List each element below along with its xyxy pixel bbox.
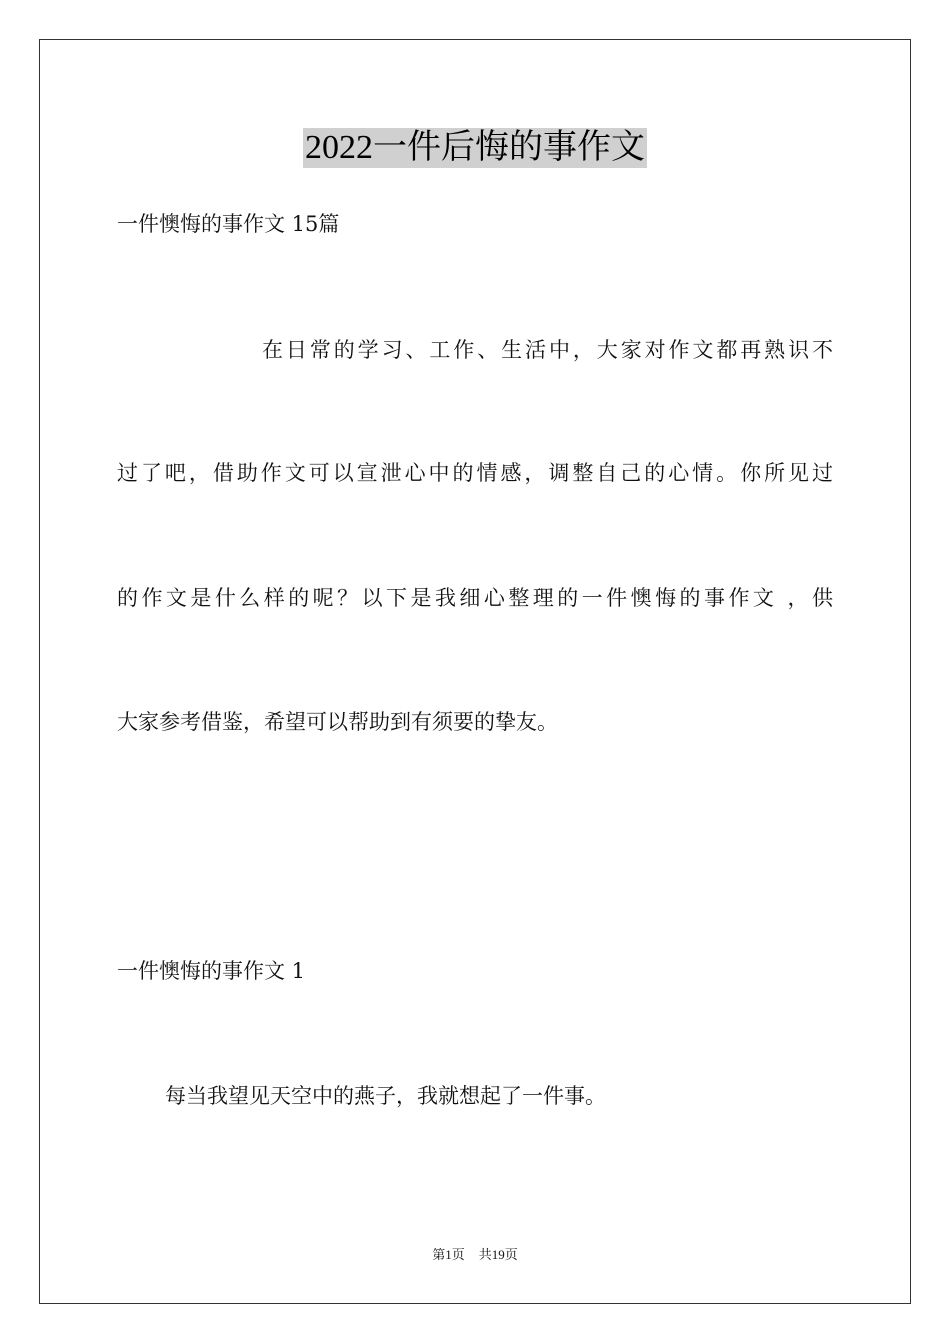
section-first-paragraph: 每当我望见天空中的燕子，我就想起了一件事。 <box>165 1084 606 1108</box>
title-container <box>0 128 950 168</box>
intro-line-4: 大家参考借鉴，希望可以帮助到有须要的挚友。 <box>117 710 558 734</box>
section-heading: 一件懊悔的事作文 1 <box>117 959 306 983</box>
document-title: 2022一件后悔的事作文 <box>305 129 645 166</box>
page-number: 第1页 <box>432 1247 465 1262</box>
intro-line-1: 在日常的学习、工作、生活中，大家对作文都再熟识不 <box>262 338 833 362</box>
document-subtitle: 一件懊悔的事作文 15篇 <box>117 212 340 236</box>
page-footer <box>0 1246 950 1264</box>
total-pages: 共19页 <box>478 1247 518 1262</box>
intro-line-2: 过了吧，借助作文可以宣泄心中的情感，调整自己的心情。你所见过 <box>117 461 833 485</box>
intro-line-3: 的作文是什么样的呢？以下是我细心整理的一件懊悔的事作文 ，供 <box>117 586 833 610</box>
